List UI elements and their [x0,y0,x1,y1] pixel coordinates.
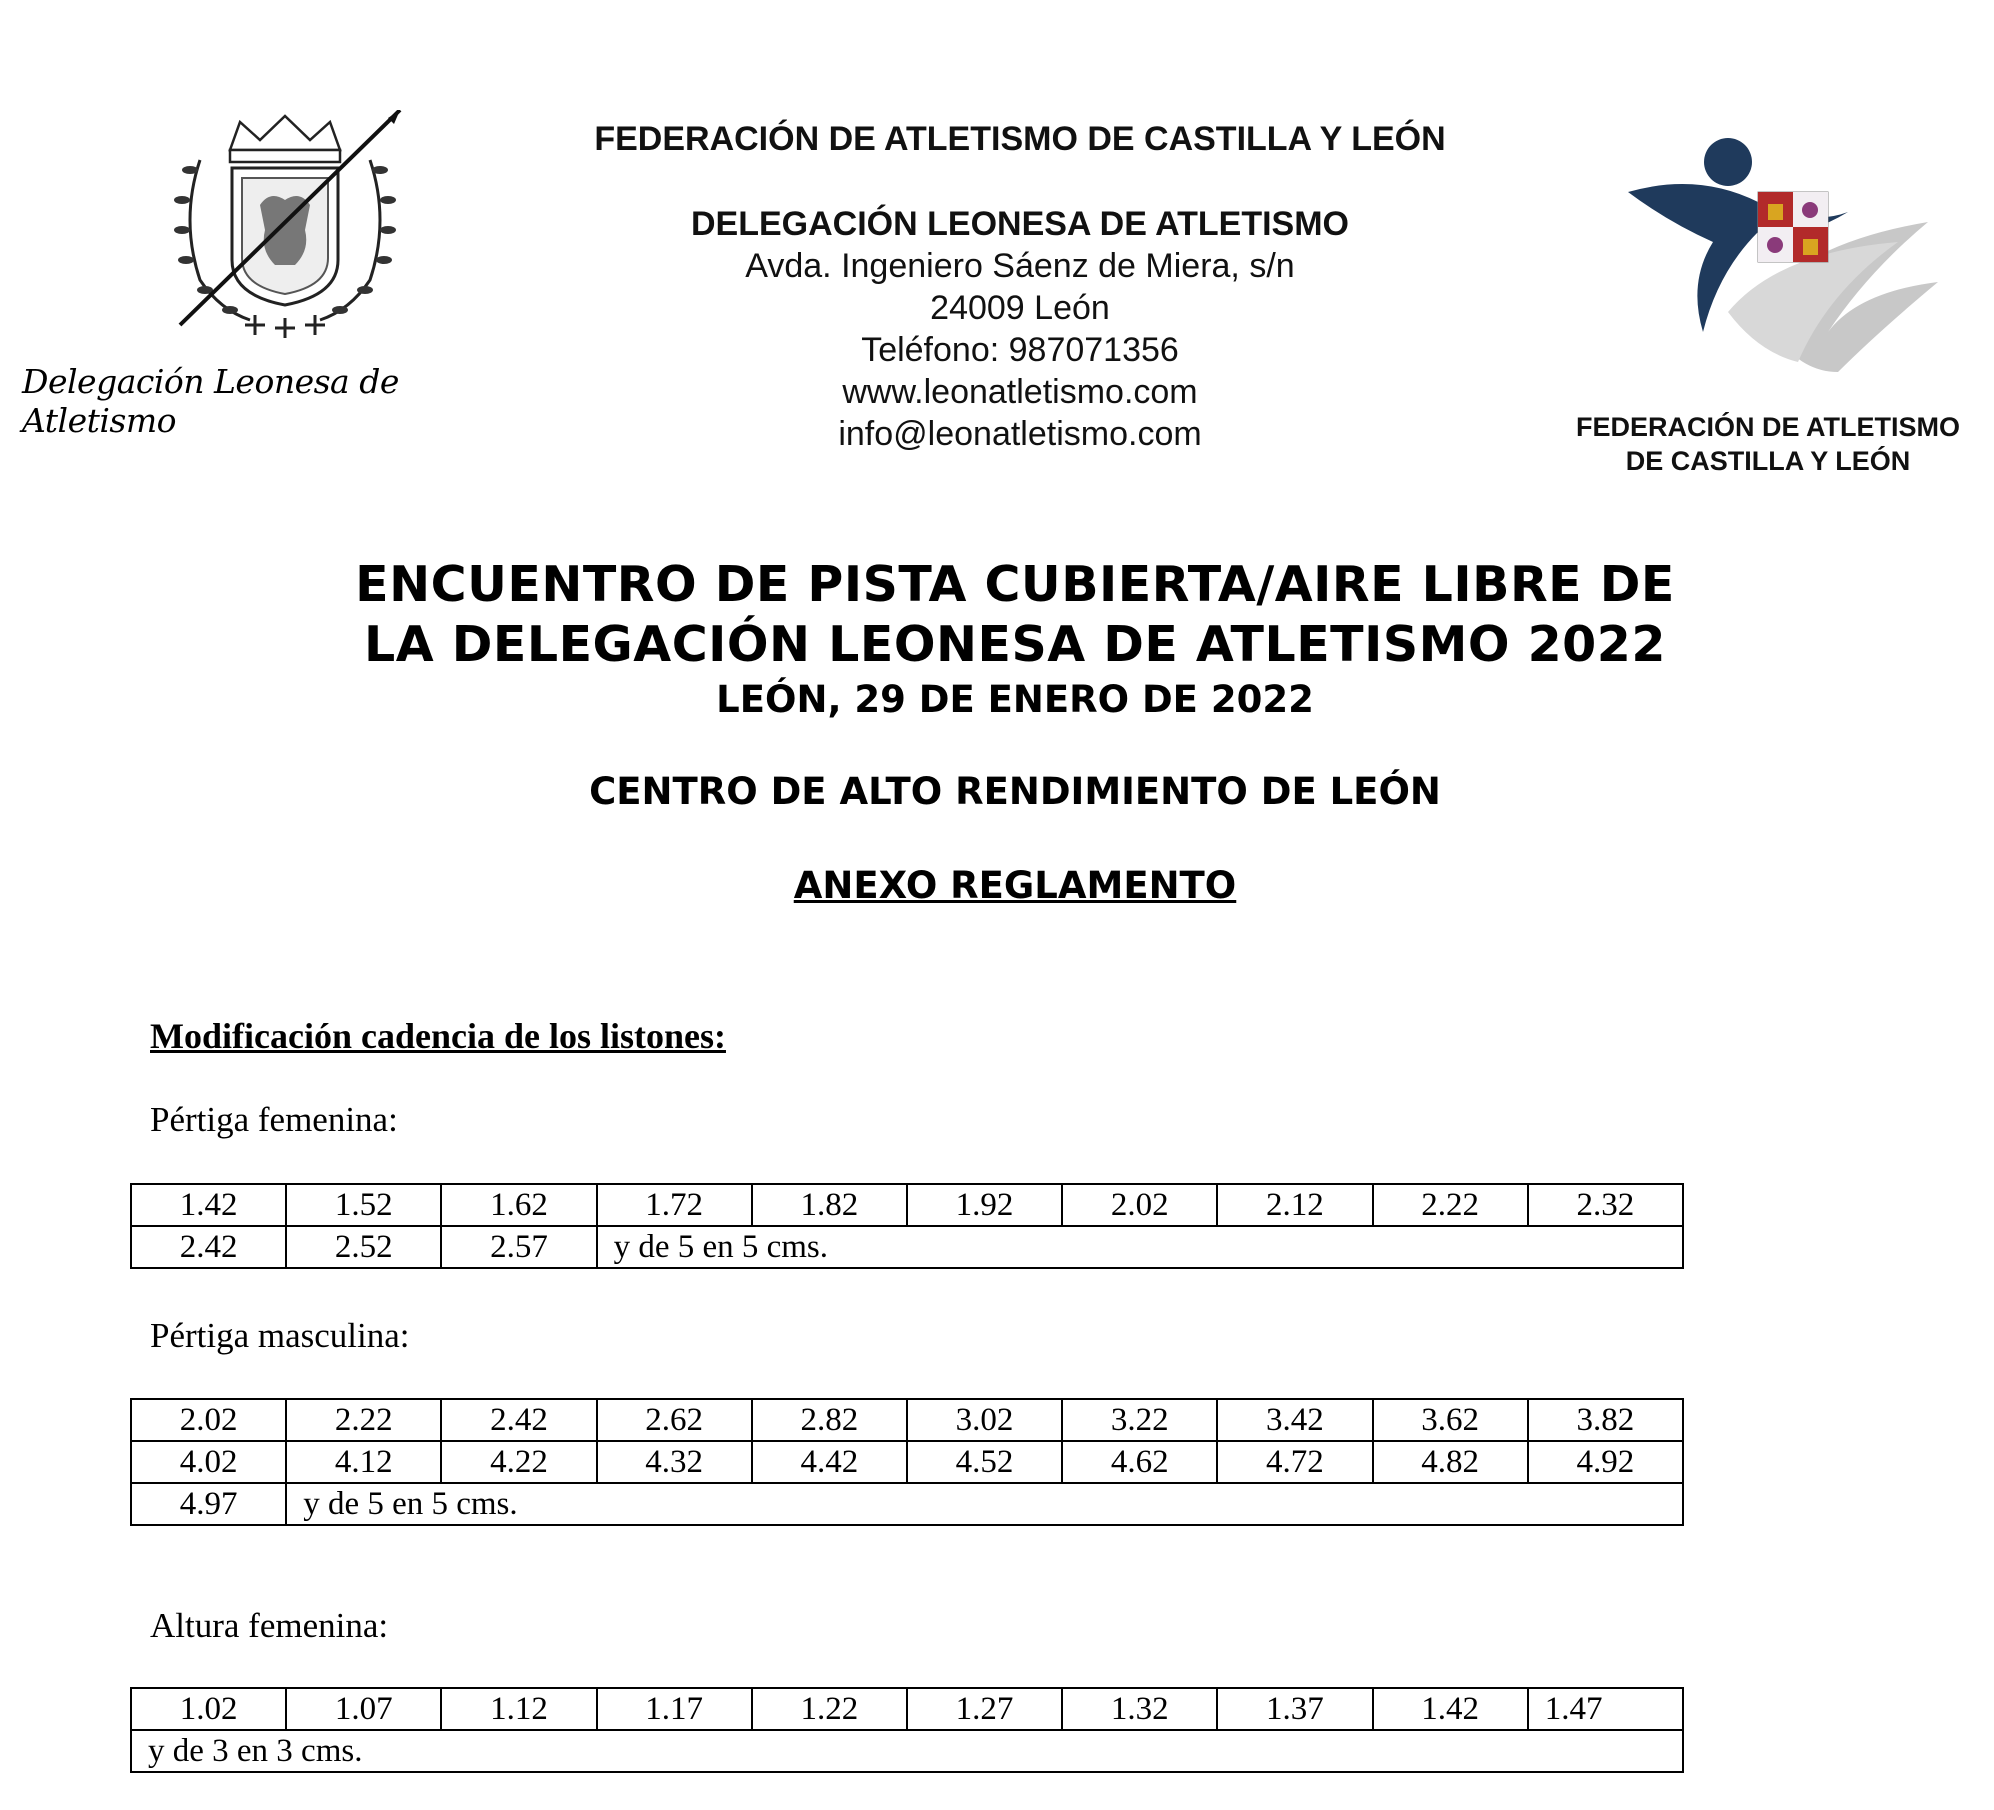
height-cell: 1.12 [441,1688,596,1730]
height-cell: 1.27 [907,1688,1062,1730]
pertiga-masculina-table [130,1398,1684,1526]
pertiga-masculina-label: Pértiga masculina: [150,1316,410,1355]
document-titles [120,555,1910,909]
table-row [131,1226,1683,1268]
event-title-line1: ENCUENTRO DE PISTA CUBIERTA/AIRE LIBRE DE [355,556,1675,613]
height-cell: 2.02 [1062,1184,1217,1226]
height-cell: 4.82 [1373,1441,1528,1483]
delegation-name: DELEGACIÓN LEONESA DE ATLETISMO [691,205,1349,243]
increment-note: y de 3 en 3 cms. [131,1730,1683,1772]
table-row [131,1441,1683,1483]
height-cell: 3.82 [1528,1399,1683,1441]
height-cell: 4.22 [441,1441,596,1483]
height-cell: 1.82 [752,1184,907,1226]
height-cell: 2.02 [131,1399,286,1441]
height-cell: 2.52 [286,1226,441,1268]
pertiga-femenina-label: Pértiga femenina: [150,1100,398,1139]
federation-caption-line2: DE CASTILLA Y LEÓN [1625,446,1911,476]
height-cell: 4.72 [1217,1441,1372,1483]
height-cell: 1.62 [441,1184,596,1226]
table-row [131,1483,1683,1525]
event-title-line2: LA DELEGACIÓN LEONESA DE ATLETISMO 2022 [364,616,1666,673]
increment-note: y de 5 en 5 cms. [286,1483,1683,1525]
organization-header [520,120,1520,455]
height-cell: 2.57 [441,1226,596,1268]
height-cell: 3.02 [907,1399,1062,1441]
federation-caption [1548,410,1988,478]
email: info@leonatletismo.com [838,415,1202,453]
height-cell: 4.12 [286,1441,441,1483]
height-cell: 2.22 [1373,1184,1528,1226]
height-cell: 4.97 [131,1483,286,1525]
pertiga-femenina-table [130,1183,1684,1269]
height-cell: 1.42 [131,1184,286,1226]
height-cell: 1.32 [1062,1688,1217,1730]
height-cell: 4.92 [1528,1441,1683,1483]
height-cell: 1.07 [286,1688,441,1730]
federation-logo [1608,132,1958,382]
height-cell: 1.22 [752,1688,907,1730]
height-cell: 3.42 [1217,1399,1372,1441]
delegacion-crest-logo [160,110,410,340]
address: Avda. Ingeniero Sáenz de Miera, s/n [745,247,1295,285]
height-cell: 4.52 [907,1441,1062,1483]
height-cell: 2.12 [1217,1184,1372,1226]
federation-name: FEDERACIÓN DE ATLETISMO DE CASTILLA Y LEÓN [594,120,1446,158]
altura-femenina-label: Altura femenina: [150,1606,389,1645]
federation-caption-line1: FEDERACIÓN DE ATLETISMO [1576,412,1960,442]
table-row [131,1730,1683,1772]
annex-title: ANEXO REGLAMENTO [793,864,1237,907]
altura-femenina-table [130,1687,1684,1773]
table-row [131,1399,1683,1441]
postal-code: 24009 León [930,289,1110,327]
height-cell: 2.62 [597,1399,752,1441]
height-cell: 1.72 [597,1184,752,1226]
event-date: LEÓN, 29 DE ENERO DE 2022 [716,678,1314,721]
height-cell: 2.22 [286,1399,441,1441]
height-cell: 1.92 [907,1184,1062,1226]
height-cell: 2.42 [131,1226,286,1268]
height-cell: 1.37 [1217,1688,1372,1730]
website: www.leonatletismo.com [842,373,1198,411]
height-cell: 4.32 [597,1441,752,1483]
height-cell: 4.42 [752,1441,907,1483]
height-cell: 4.02 [131,1441,286,1483]
increment-note: y de 5 en 5 cms. [597,1226,1683,1268]
table-row [131,1688,1683,1730]
table-row [131,1184,1683,1226]
height-cell: 1.02 [131,1688,286,1730]
height-cell: 2.82 [752,1399,907,1441]
height-cell: 2.42 [441,1399,596,1441]
height-cell: 2.32 [1528,1184,1683,1226]
phone: Teléfono: 987071356 [861,331,1179,369]
section-heading: Modificación cadencia de los listones: [150,1016,726,1056]
height-cell: 1.42 [1373,1688,1528,1730]
delegacion-caption: Delegación Leonesa de Atletismo [22,362,399,440]
height-cell: 4.62 [1062,1441,1217,1483]
event-venue: CENTRO DE ALTO RENDIMIENTO DE LEÓN [589,770,1441,813]
height-cell: 3.62 [1373,1399,1528,1441]
height-cell: 1.52 [286,1184,441,1226]
height-cell: 1.17 [597,1688,752,1730]
height-cell: 3.22 [1062,1399,1217,1441]
height-cell: 1.47 [1528,1688,1683,1730]
